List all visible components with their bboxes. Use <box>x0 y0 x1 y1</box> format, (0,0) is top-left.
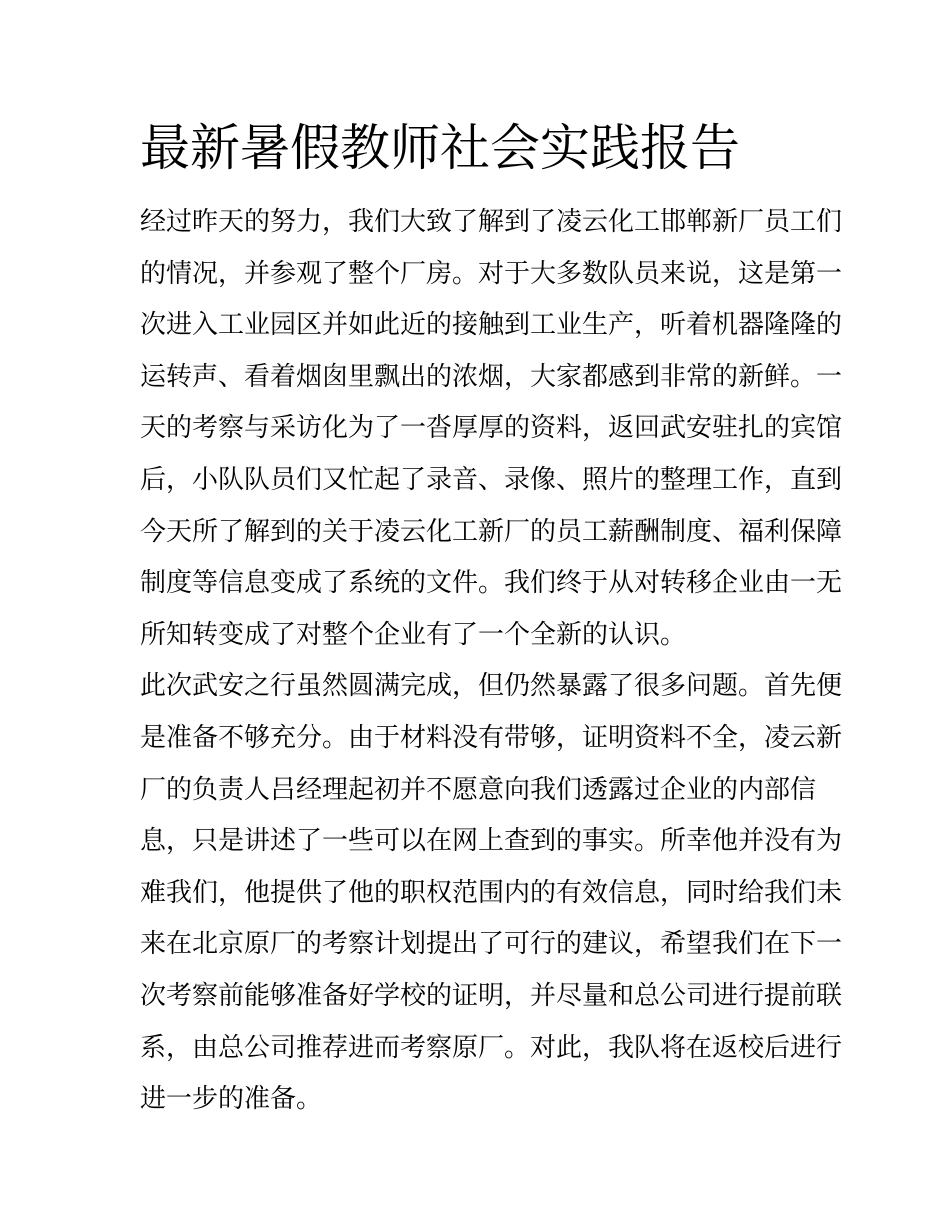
text-line: 运转声、看着烟囱里飘出的浓烟，大家都感到非常的新鲜。一 <box>140 361 843 392</box>
text-line: 所知转变成了对整个企业有了一个全新的认识。 <box>140 619 687 650</box>
text-line: 进一步的准备。 <box>140 1084 323 1115</box>
text-line: 经过昨天的努力，我们大致了解到了凌云化工邯郸新厂员工们 <box>140 207 843 237</box>
text-line: 厂的负责人吕经理起初并不愿意向我们透露过企业的内部信 <box>140 774 817 805</box>
text-line: 难我们，他提供了他的职权范围内的有效信息，同时给我们未 <box>140 877 843 908</box>
text-line: 后，小队队员们又忙起了录音、录像、照片的整理工作，直到 <box>140 464 843 495</box>
text-line: 今天所了解到的关于凌云化工新厂的员工薪酬制度、福利保障 <box>140 516 843 547</box>
document-body <box>140 197 843 1126</box>
text-line: 的情况，并参观了整个厂房。对于大多数队员来说，这是第一 <box>140 258 843 289</box>
text-line: 次考察前能够准备好学校的证明，并尽量和总公司进行提前联 <box>140 980 843 1011</box>
text-line: 系，由总公司推荐进而考察原厂。对此，我队将在返校后进行 <box>140 1032 843 1063</box>
text-line: 是准备不够充分。由于材料没有带够，证明资料不全，凌云新 <box>140 722 843 753</box>
document-title: 最新暑假教师社会实践报告 <box>140 119 740 177</box>
text-line: 此次武安之行虽然圆满完成，但仍然暴露了很多问题。首先便 <box>140 671 843 702</box>
text-line: 天的考察与采访化为了一沓厚厚的资料，返回武安驻扎的宾馆 <box>140 413 843 444</box>
text-line: 来在北京原厂的考察计划提出了可行的建议，希望我们在下一 <box>140 929 843 960</box>
text-line: 制度等信息变成了系统的文件。我们终于从对转移企业由一无 <box>140 568 843 599</box>
text-line: 次进入工业园区并如此近的接触到工业生产，听着机器隆隆的 <box>140 310 843 341</box>
text-line: 息，只是讲述了一些可以在网上查到的事实。所幸他并没有为 <box>140 826 843 857</box>
